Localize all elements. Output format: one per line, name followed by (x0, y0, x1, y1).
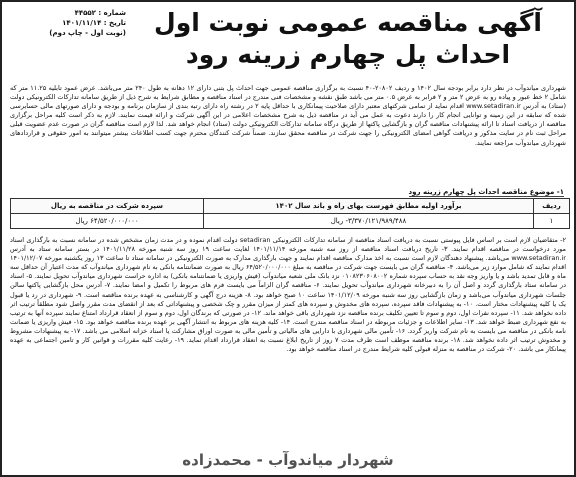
header-estimate: برآورد اولیه مطابق فهرست بهای راه و باند سال ۱۴۰۲ (204, 199, 534, 214)
intro-paragraph: شهرداری میاندوآب در نظر دارد برابر بودجه سال ۱۴۰۲ و ردیف ۲۰۸۰۲-۴۰ نسبت به برگزاری مناقصه عمومی جهت احداث پل بتنی دارای ۱۲ دهانه به طول ۲۴۰ متر می‌باشد. عرض عمود تابلیه ۱۱.۲۵ متر که شامل ۲ خط عبور و پیاده رو به عرض ۲ متر و ۲ فرابر به عرض ۰.۵ متر می باشد طبق نقشه و مشخصات فنی مندرج در اسناد مناقصه و مطابق شرایط به شرح ذیل از طریق سامانه تدارکات الکترونیکی دولت (ستاد) به آدرس www.setadiran.ir اقدام نماید از تمامی شرکتهای معتبر دارای صلاحیت پیمانکاری با حداقل پایه ۲ در رشته راه دارای رتبه بندی از سازمان برنامه و بودجه و دارای صورتهای مالی حسابرسی شده که سابقه در این زمینه و توانایی انجام کار را دارند دعوت به عمل می آید در مناقصه ذیل به شرح مشخصات اعلامی در این آگهی شرکت و ارائه قیمت نمایند. لازم به ذکر است کلیه مراحل برگزاری مناقصه از دریافت اسناد تا ارائه پیشنهادات مناقصه گران و بازگشایی پاکتها از طریق درگاه سامانه تدارکات الکترونیکی دولت (ستاد) انجام خواهد شد. لذا لازم است مناقصه گران در صورت عدم عضویت قبلی مراحل ثبت نام در سایت مذکور و دریافت گواهی امضای الکترونیکی را جهت شرکت در مناقصه محقق سازند. ضمناً شرکت کنندگان محترم جهت کسب اطلاعات بیشتر میتوانند به امور حقوقی و قراردادهای شهرداری میاندوآب مراجعه نمایند. (10, 84, 566, 147)
reference-box (8, 8, 126, 38)
header-deposit: سپرده شرکت در مناقصه به ریال (11, 199, 204, 214)
table-row (11, 214, 570, 229)
reference-stage: (نوبت اول - چاپ دوم) (49, 29, 126, 37)
reference-number: شماره : ۴۴۵۵۲ (74, 9, 126, 17)
mayor-signature: شهردار میاندوآب - محمدزاده (182, 451, 394, 469)
cell-row-number: ۱ (534, 214, 570, 229)
reference-date: تاریخ : ۱۴۰۱/۱۱/۱۴ (62, 19, 126, 27)
notice-title (132, 6, 564, 71)
table-header-row (11, 199, 570, 214)
section-heading: ۱- موضوع مناقصه احداث پل چهارم زرینه رود (408, 188, 564, 196)
title-line-1: آگهی مناقصه عمومی نوبت اول (154, 8, 542, 37)
tender-table (10, 198, 570, 229)
conditions-paragraph: ۲- متقاضیان لازم است بر اساس فایل پیوستی نسبت به دریافت اسناد مناقصه از سامانه تدارکات الکترونیکی setadiran دولت اقدام نموده و در مدت زمان مشخص شده در سامانه نسبت به بارگذاری اسناد مورد درخواست در مناقصه اقدام نمایند. ۳- تاریخ دریافت اسناد مناقصه از روز سه شنبه مورخه ۱۴۰۱/۱۱/۱۴ لغایت ساعت ۱۹ روز سه شنبه مورخه ۱۴۰۱/۱۱/۲۸ در بستر سامانه ستاد به آدرس www.setadiran.ir می‌باشد. پیشنهاد دهندگان لازم است نسبت به اخذ مدارک مناقصه اقدام نمایند و جهت بارگذاری مدارک به صورت الکترونیکی در سامانه ستاد تا ساعت ۱۳ روز یکشنبه مورخه ۱۴۰۱/۱۲/۰۷ اقدام نمایند که شامل موارد زیر می‌باشد. ۴- مناقصه گران می بایست جهت شرکت در مناقصه به مبلغ ۶۴/۵۲۰/۰۰۰/۰۰۰ ریال به صورت ضمانتنامه بانکی به نام شهرداری میاندوآب که مدت اعتبار آن حداقل سه ماه و قابل تمدید باشد و یا واریز وجه نقد به حساب سپرده شماره ۰۱۰۸۲۳۰۶۰۸۰۰۲ نزد بانک ملی شعبه میاندوآب (فیش واریزی یا ضمانتنامه بانکی) به اداره حراست شهرداری میاندوآب تحویل نمایند. ۵- اسناد در سامانه ستاد بارگذاری گردد و اصل آن را به دبیرخانه شهرداری میاندوآب تحویل نمایند. ۶- مناقصه گران الزاماً می بایست فرم های مربوط را تکمیل و امضا نمایند. ۷- آدرس محل بازگشایی پاکتها سالن جلسات شهرداری میاندوآب می‌باشد و زمان بازگشایی روز سه شنبه مورخه ۱۴۰۱/۱۲/۰۹ ساعت ۱۰ صبح خواهد بود. ۸- هزینه درج آگهی و کارشناسی به عهده برنده مناقصه است. ۹- شهرداری در رد یا قبول یک یا کلیه پیشنهادات مختار است. ۱۰- به پیشنهادات فاقد سپرده، سپرده های مخدوش و سپرده های کمتر از میزان مقرر و چک شخصی و پیشنهاداتی که بعد از انقضای مدت مقرر واصل شود مطلقاً ترتیب اثر داده نخواهد شد. ۱۱- سپرده نفرات اول، دوم و سوم تا تعیین تکلیف برنده مناقصه نزد شهرداری باقی خواهد ماند. ۱۲- در صورتی که برندگان اول، دوم و سوم از انعقاد قرارداد امتناع نمایند سپرده آنها به ترتیب به نفع شهرداری ضبط خواهد شد. ۱۳- سایر اطلاعات و جزئیات مربوطه در اسناد مناقصه مندرج است. ۱۴- کلیه هزینه های مربوط به انتشار آگهی بر عهده برنده مناقصه خواهد بود. ۱۵- فیش واریزی یا ضمانت نامه بانکی در مناقصه می بایست به نام شرکت واریز گردد. ۱۶- تأمین مالی شهرداری با دارایی های مالیاتی و تأمین مالی به صورت اوراق مشارکت یا اسناد خزانه اسلامی می باشد. ۱۷- به پیشنهادات مشروط و مخدوش ترتیب اثر داده نخواهد شد. ۱۸- برنده مناقصه موظف است ظرف مدت ۷ روز از تاریخ ابلاغ نسبت به انعقاد قرارداد اقدام نماید. ۱۹- رعایت کلیه مقررات و قوانین کار و تامین اجتماعی به عهده پیمانکار می باشد. ۲۰- شرکت در مناقصه به منزله قبولی کلیه شرایط مندرج در اسناد مناقصه خواهد بود. (10, 236, 566, 354)
cell-deposit: ۶۴/۵۲۰/۰۰۰/۰۰۰ ریال (11, 214, 204, 229)
header-row-number: ردیف (534, 199, 570, 214)
cell-estimate: ۳/۳۷۰/۱۲۱/۹۸۹/۴۸۸- ریال (204, 214, 534, 229)
title-line-2: احداث پل چهارم زرینه رود (185, 40, 511, 69)
